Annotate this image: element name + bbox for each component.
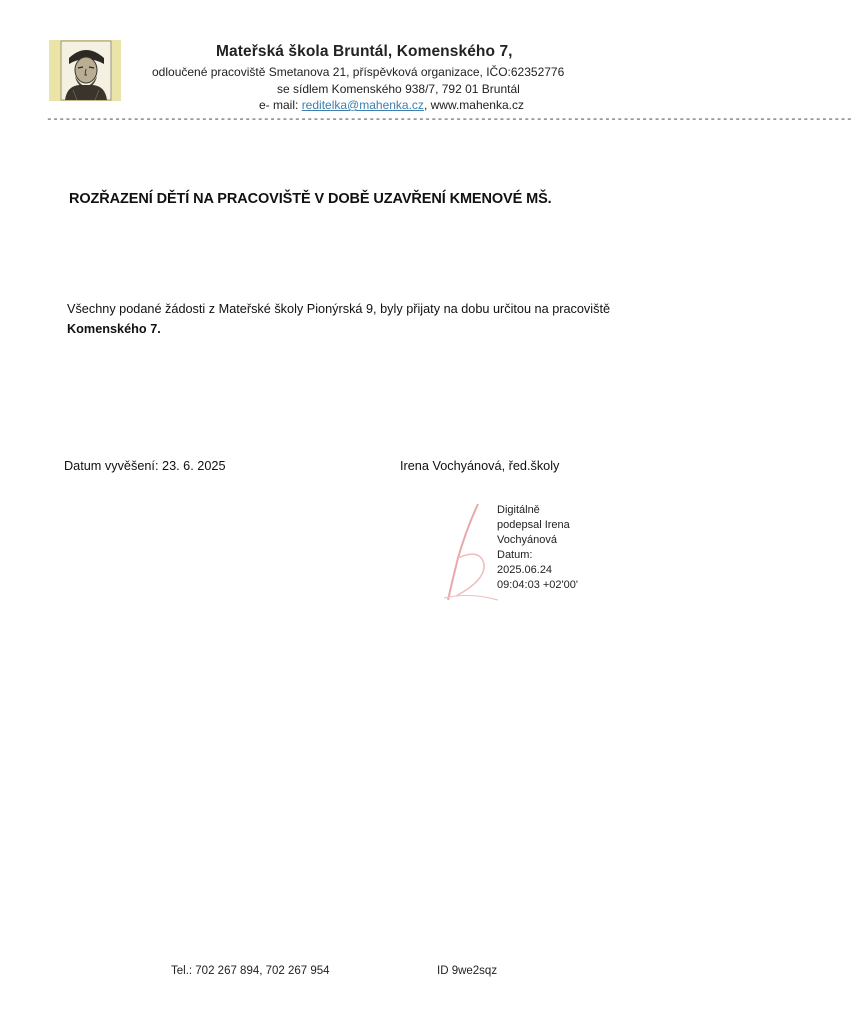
sig-line: Digitálně: [497, 504, 540, 516]
website-text: , www.mahenka.cz: [423, 98, 524, 112]
footer-data-box-id: ID 9we2sqz: [437, 965, 498, 977]
school-name-title: Mateřská škola Bruntál, Komenského 7,: [216, 43, 513, 60]
sig-line: 09:04:03 +02'00': [497, 579, 578, 591]
footer-phone: Tel.: 702 267 894, 702 267 954: [171, 965, 330, 977]
signatory-name: Irena Vochyánová, řed.školy: [400, 459, 560, 473]
document-heading: ROZŘAZENÍ DĚTÍ NA PRACOVIŠTĚ V DOBĚ UZAVŘENÍ KMENOVÉ MŠ.: [69, 191, 552, 207]
body-text-regular: Všechny podané žádosti z Mateřské školy Pionýrská 9, byly přijaty na dobu určitou na pracoviště: [67, 302, 611, 316]
school-branch-info: odloučené pracoviště Smetanova 21, příspěvková organizace, IČO:62352776: [152, 65, 565, 79]
school-address: se sídlem Komenského 938/7, 792 01 Bruntál: [277, 82, 520, 96]
email-link[interactable]: reditelka@mahenka.cz: [301, 98, 424, 112]
sig-line: podepsal Irena: [497, 519, 570, 531]
sig-line: Vochyánová: [497, 534, 557, 546]
signature-mark-icon: [436, 500, 506, 610]
document-body: [67, 299, 667, 339]
header-separator: ----------------------------------------------------------------------------------------------------------------------------------: [46, 114, 852, 126]
sig-line: 2025.06.24: [497, 564, 553, 576]
school-logo-portrait: [49, 40, 121, 101]
digital-signature-block: [497, 503, 607, 593]
sig-line: Datum:: [497, 549, 533, 561]
school-contact-line: [259, 98, 524, 112]
email-label: e- mail:: [259, 98, 302, 112]
body-text-bold: Komenského 7.: [67, 322, 161, 336]
posted-date: Datum vyvěšení: 23. 6. 2025: [64, 459, 226, 473]
